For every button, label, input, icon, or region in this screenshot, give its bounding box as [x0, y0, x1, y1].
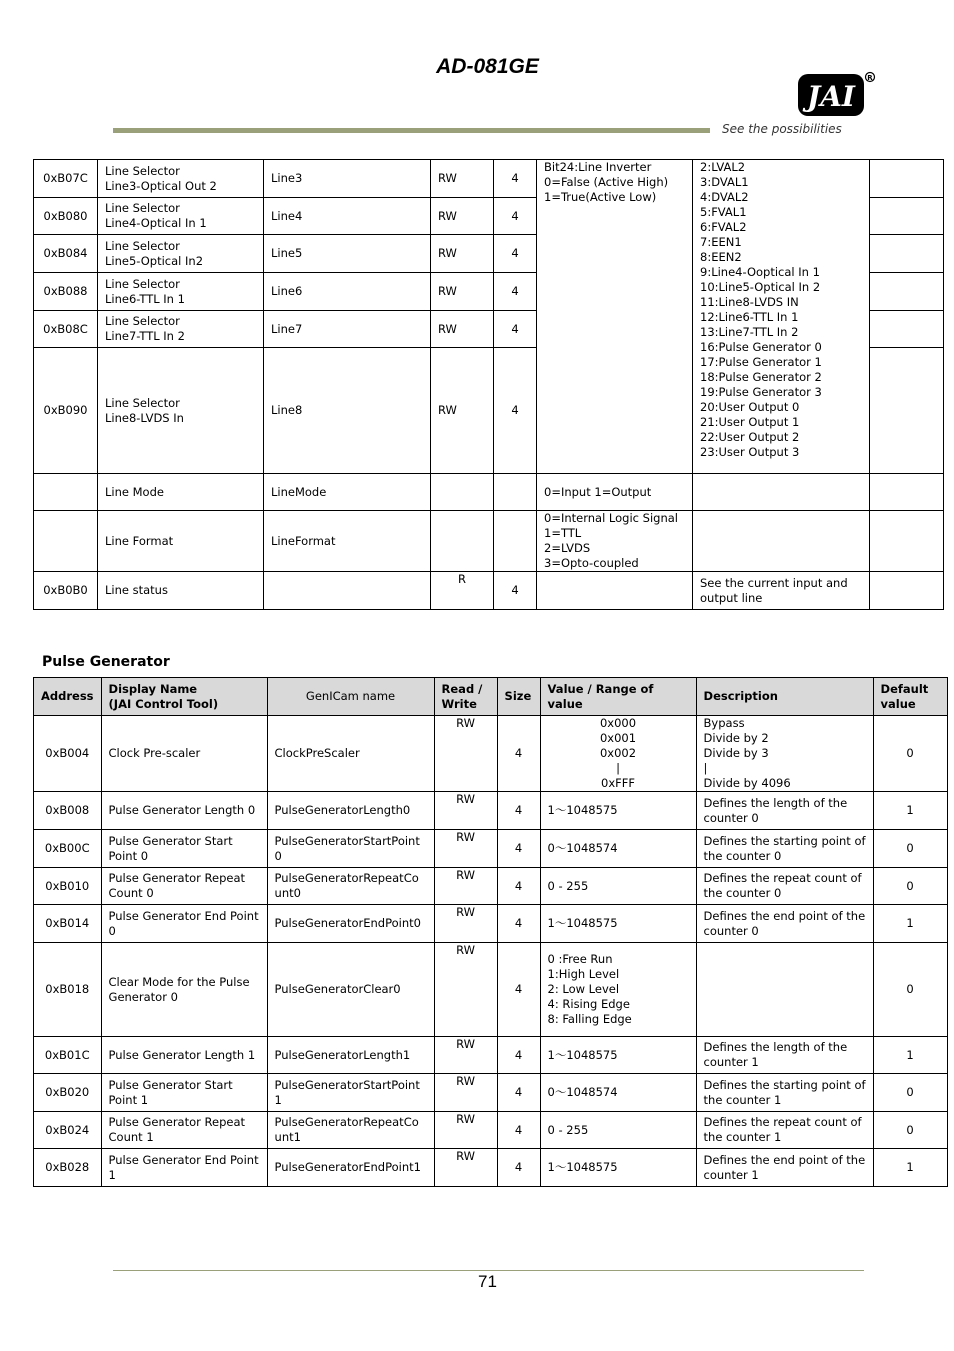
header-size: Size	[497, 678, 540, 716]
genicam-cell: Line7	[264, 311, 431, 348]
default-cell	[870, 511, 944, 572]
address-cell: 0xB090	[34, 348, 98, 474]
address-cell: 0xB014	[34, 905, 102, 943]
genicam-cell: PulseGeneratorLength0	[267, 792, 434, 830]
display-name-cell: Pulse Generator End Point 1	[101, 1149, 267, 1187]
display-name-cell: Pulse Generator Start Point 1	[101, 1074, 267, 1112]
display-name-cell: Clear Mode for the Pulse Generator 0	[101, 943, 267, 1037]
value-cell: 0～1048574	[540, 830, 696, 868]
size-cell: 4	[494, 273, 537, 311]
size-cell: 4	[497, 905, 540, 943]
address-cell: 0xB00C	[34, 830, 102, 868]
size-cell: 4	[494, 348, 537, 474]
genicam-cell: PulseGeneratorStartPoint 0	[267, 830, 434, 868]
table-row	[34, 792, 948, 830]
size-cell: 4	[497, 1074, 540, 1112]
header-read-write: Read / Write	[434, 678, 497, 716]
value-cell: 0 - 255	[540, 868, 696, 905]
genicam-cell: ClockPreScaler	[267, 716, 434, 792]
display-name-cell: Line Selector Line4-Optical In 1	[98, 198, 264, 235]
rw-cell: RW	[434, 1037, 497, 1074]
description-cell: Bypass Divide by 2 Divide by 3 | Divide by 4096	[696, 716, 873, 792]
size-cell: 4	[497, 1037, 540, 1074]
rw-cell: RW	[434, 1112, 497, 1149]
table-row	[34, 160, 944, 198]
rw-cell: RW	[434, 792, 497, 830]
page-number: 71	[478, 1272, 497, 1291]
default-cell	[870, 198, 944, 235]
description-cell	[693, 511, 870, 572]
size-cell: 4	[494, 235, 537, 273]
rw-cell: RW	[431, 273, 494, 311]
table-row	[34, 716, 948, 792]
size-cell: 4	[494, 160, 537, 198]
table-row	[34, 905, 948, 943]
value-cell: 0=Internal Logic Signal 1=TTL 2=LVDS 3=Opto-coupled	[537, 511, 693, 572]
table-row	[34, 830, 948, 868]
default-cell: 1	[873, 905, 947, 943]
genicam-cell: PulseGeneratorRepeatCo unt0	[267, 868, 434, 905]
display-name-cell: Line Selector Line3-Optical Out 2	[98, 160, 264, 198]
address-cell: 0xB024	[34, 1112, 102, 1149]
jai-logo	[796, 68, 878, 120]
value-cell: 0 :Free Run 1:High Level 2: Low Level 4: Rising Edge 8: Falling Edge	[540, 943, 696, 1037]
rw-cell: RW	[431, 311, 494, 348]
table-row	[34, 474, 944, 511]
rw-cell: R	[431, 572, 494, 610]
value-cell: 0x000 0x001 0x002 | 0xFFF	[540, 716, 696, 792]
line-table	[33, 159, 944, 610]
default-cell: 0	[873, 943, 947, 1037]
description-cell: Defines the length of the counter 1	[696, 1037, 873, 1074]
description-cell: Defines the repeat count of the counter 1	[696, 1112, 873, 1149]
default-cell: 0	[873, 716, 947, 792]
address-cell: 0xB07C	[34, 160, 98, 198]
header-rule	[113, 128, 710, 133]
description-cell	[693, 474, 870, 511]
display-name-cell: Line Mode	[98, 474, 264, 511]
rw-cell: RW	[434, 868, 497, 905]
address-cell: 0xB028	[34, 1149, 102, 1187]
default-cell	[870, 348, 944, 474]
header-default: Default value	[873, 678, 947, 716]
pulse-generator-table	[33, 677, 948, 1187]
display-name-cell: Line Selector Line7-TTL In 2	[98, 311, 264, 348]
table-row	[34, 943, 948, 1037]
description-cell: Defines the end point of the counter 1	[696, 1149, 873, 1187]
genicam-cell: Line3	[264, 160, 431, 198]
display-name-cell: Pulse Generator Length 0	[101, 792, 267, 830]
display-name-cell: Pulse Generator Length 1	[101, 1037, 267, 1074]
address-cell: 0xB020	[34, 1074, 102, 1112]
rw-cell: RW	[431, 198, 494, 235]
size-cell	[494, 511, 537, 572]
genicam-cell: LineMode	[264, 474, 431, 511]
table-row	[34, 868, 948, 905]
genicam-cell	[264, 572, 431, 610]
genicam-cell: PulseGeneratorEndPoint1	[267, 1149, 434, 1187]
size-cell: 4	[497, 1112, 540, 1149]
genicam-cell: Line8	[264, 348, 431, 474]
display-name-cell: Pulse Generator Repeat Count 0	[101, 868, 267, 905]
rw-cell: RW	[431, 160, 494, 198]
default-cell: 0	[873, 868, 947, 905]
description-cell: Defines the starting point of the counter 0	[696, 830, 873, 868]
table-row	[34, 1037, 948, 1074]
genicam-cell: PulseGeneratorClear0	[267, 943, 434, 1037]
value-cell: 1～1048575	[540, 1149, 696, 1187]
genicam-cell: Line4	[264, 198, 431, 235]
address-cell: 0xB01C	[34, 1037, 102, 1074]
header-address: Address	[34, 678, 102, 716]
size-cell: 4	[497, 1149, 540, 1187]
genicam-cell: PulseGeneratorEndPoint0	[267, 905, 434, 943]
rw-cell: RW	[434, 716, 497, 792]
display-name-cell: Clock Pre-scaler	[101, 716, 267, 792]
description-cell: Defines the starting point of the counter 1	[696, 1074, 873, 1112]
rw-cell: RW	[431, 235, 494, 273]
size-cell: 4	[497, 943, 540, 1037]
display-name-cell: Line Selector Line5-Optical In2	[98, 235, 264, 273]
address-cell: 0xB084	[34, 235, 98, 273]
display-name-cell: Pulse Generator End Point 0	[101, 905, 267, 943]
size-cell: 4	[494, 311, 537, 348]
header-genicam: GenICam name	[267, 678, 434, 716]
section-heading: Pulse Generator	[42, 654, 170, 670]
size-cell: 4	[494, 572, 537, 610]
address-cell: 0xB0B0	[34, 572, 98, 610]
default-cell: 0	[873, 1112, 947, 1149]
rw-cell: RW	[434, 1149, 497, 1187]
default-cell: 1	[873, 1149, 947, 1187]
default-cell: 1	[873, 1037, 947, 1074]
default-cell	[870, 572, 944, 610]
size-cell: 4	[497, 830, 540, 868]
table-row	[34, 1149, 948, 1187]
description-cell	[696, 943, 873, 1037]
default-cell: 0	[873, 830, 947, 868]
document-title: AD-081GE	[436, 55, 539, 78]
address-cell: 0xB08C	[34, 311, 98, 348]
address-cell: 0xB010	[34, 868, 102, 905]
genicam-cell: Line5	[264, 235, 431, 273]
value-cell	[537, 572, 693, 610]
display-name-cell: Line Selector Line8-LVDS In	[98, 348, 264, 474]
address-cell: 0xB008	[34, 792, 102, 830]
header-value-range: Value / Range of value	[540, 678, 696, 716]
description-cell: Defines the length of the counter 0	[696, 792, 873, 830]
genicam-cell: PulseGeneratorStartPoint 1	[267, 1074, 434, 1112]
size-cell: 4	[497, 868, 540, 905]
value-cell: 0=Input 1=Output	[537, 474, 693, 511]
value-cell: 0 - 255	[540, 1112, 696, 1149]
rw-cell	[431, 511, 494, 572]
size-cell: 4	[497, 716, 540, 792]
genicam-cell: PulseGeneratorRepeatCo unt1	[267, 1112, 434, 1149]
description-cell: Defines the repeat count of the counter 0	[696, 868, 873, 905]
rw-cell: RW	[431, 348, 494, 474]
rw-cell: RW	[434, 830, 497, 868]
size-cell: 4	[494, 198, 537, 235]
size-cell: 4	[497, 792, 540, 830]
display-name-cell: Line Selector Line6-TTL In 1	[98, 273, 264, 311]
value-cell: 1～1048575	[540, 905, 696, 943]
inverter-value-cell: Bit24:Line Inverter 0=False (Active High) 1=True(Active Low)	[537, 160, 693, 474]
display-name-cell: Pulse Generator Start Point 0	[101, 830, 267, 868]
address-cell: 0xB080	[34, 198, 98, 235]
address-cell	[34, 474, 98, 511]
address-cell	[34, 511, 98, 572]
table-row	[34, 1074, 948, 1112]
display-name-cell: Line Format	[98, 511, 264, 572]
header-row	[34, 678, 948, 716]
description-cell: See the current input and output line	[693, 572, 870, 610]
header-display-name: Display Name (JAI Control Tool)	[101, 678, 267, 716]
display-name-cell: Line status	[98, 572, 264, 610]
svg-text:R: R	[867, 74, 873, 82]
rw-cell: RW	[434, 905, 497, 943]
rw-cell: RW	[434, 1074, 497, 1112]
table-row	[34, 511, 944, 572]
size-cell	[494, 474, 537, 511]
genicam-cell: Line6	[264, 273, 431, 311]
default-cell: 1	[873, 792, 947, 830]
default-cell: 0	[873, 1074, 947, 1112]
default-cell	[870, 235, 944, 273]
tagline: See the possibilities	[722, 122, 842, 136]
default-cell	[870, 273, 944, 311]
value-cell: 1～1048575	[540, 1037, 696, 1074]
display-name-cell: Pulse Generator Repeat Count 1	[101, 1112, 267, 1149]
svg-text:JAI: JAI	[806, 80, 856, 113]
value-cell: 0～1048574	[540, 1074, 696, 1112]
address-cell: 0xB088	[34, 273, 98, 311]
table-row	[34, 1112, 948, 1149]
address-cell: 0xB004	[34, 716, 102, 792]
default-cell	[870, 474, 944, 511]
rw-cell: RW	[434, 943, 497, 1037]
source-list-cell: 2:LVAL2 3:DVAL1 4:DVAL2 5:FVAL1 6:FVAL2 7:EEN1 8:EEN2 9:Line4-Ooptical In 1 10:Line5-Optical In 2 11:Line8-LVDS IN 12:Line6-TTL In 1 13:Line7-TTL In 2 16:Pulse Generator 0 17:Pulse Generator 1 18:Pulse Generator 2 19:Pulse Generator 3 20:User Output 0 21:User Output 1 22:User Output 2 23:User Output 3	[693, 160, 870, 474]
default-cell	[870, 311, 944, 348]
default-cell	[870, 160, 944, 198]
footer-rule	[113, 1270, 864, 1271]
value-cell: 1～1048575	[540, 792, 696, 830]
rw-cell	[431, 474, 494, 511]
table-row	[34, 572, 944, 610]
header-description: Description	[696, 678, 873, 716]
description-cell: Defines the end point of the counter 0	[696, 905, 873, 943]
genicam-cell: LineFormat	[264, 511, 431, 572]
genicam-cell: PulseGeneratorLength1	[267, 1037, 434, 1074]
address-cell: 0xB018	[34, 943, 102, 1037]
